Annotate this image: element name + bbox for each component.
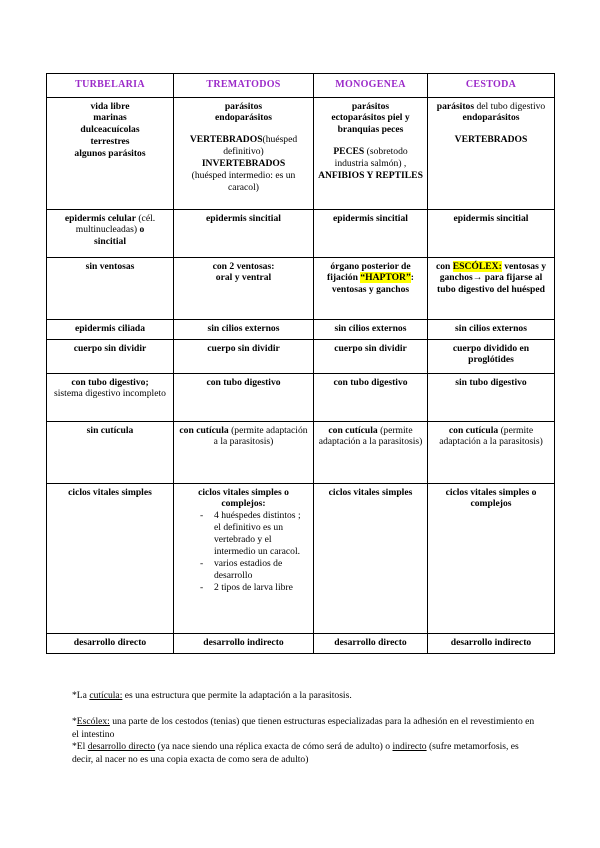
cell-cestoda-habitat: parásitos del tubo digestivo endoparásitos VERTEBRADOS xyxy=(428,97,555,209)
comparison-table xyxy=(46,73,555,654)
cell-monogenea-cilia: sin cilios externos xyxy=(314,319,428,339)
cell-trematodos-epidermis: epidermis sincitial xyxy=(174,209,314,257)
cell-cestoda-cilia: sin cilios externos xyxy=(428,319,555,339)
table-row xyxy=(47,633,555,653)
cell-monogenea-cycle: ciclos vitales simples xyxy=(314,483,428,633)
cell-trematodos-digestive: con tubo digestivo xyxy=(174,373,314,421)
cell-monogenea-body: cuerpo sin dividir xyxy=(314,339,428,373)
cell-turbelaria-cuticle: sin cutícula xyxy=(47,421,174,483)
cell-turbelaria-body: cuerpo sin dividir xyxy=(47,339,174,373)
note-escolex: *Escólex: una parte de los cestodos (tenias) que tienen estructuras especializadas para la adhesión en el revestimiento en el intestino xyxy=(72,716,535,740)
cycle-list xyxy=(178,510,309,594)
cell-turbelaria-digestive: con tubo digestivo; sistema digestivo incompleto xyxy=(47,373,174,421)
cell-cestoda-cuticle: con cutícula (permite adaptación a la parasitosis) xyxy=(428,421,555,483)
cell-cestoda-epidermis: epidermis sincitial xyxy=(428,209,555,257)
cell-trematodos-fixation: con 2 ventosas: oral y ventral xyxy=(174,257,314,319)
table-row xyxy=(47,257,555,319)
escolex-highlight: ESCÓLEX: xyxy=(452,260,502,272)
header-monogenea: MONOGENEA xyxy=(314,74,428,98)
cell-turbelaria-development: desarrollo directo xyxy=(47,633,174,653)
list-item: - varios estadios de desarrollo xyxy=(200,558,309,582)
note-cuticula: *La cutícula: es una estructura que permite la adaptación a la parasitosis. xyxy=(72,690,352,701)
cell-monogenea-development: desarrollo directo xyxy=(314,633,428,653)
header-cestoda: CESTODA xyxy=(428,74,555,98)
footnotes xyxy=(72,690,542,766)
note-desarrollo: *El desarrollo directo (ya nace siendo una réplica exacta de cómo será de adulto) o indirecto (sufre metamorfosis, es decir, al nacer no es una copia exacta de como sera de adulto) xyxy=(72,741,519,765)
cell-cestoda-digestive: sin tubo digestivo xyxy=(428,373,555,421)
cell-turbelaria-habitat: vida libre marinas dulceacuícolas terrestres algunos parásitos xyxy=(47,97,174,209)
cell-cestoda-body: cuerpo dividido en proglótides xyxy=(428,339,555,373)
cell-cestoda-cycle: ciclos vitales simples o complejos xyxy=(428,483,555,633)
cell-monogenea-cuticle: con cutícula (permite adaptación a la parasitosis) xyxy=(314,421,428,483)
header-trematodos: TREMATODOS xyxy=(174,74,314,98)
table-row xyxy=(47,319,555,339)
cell-cestoda-fixation: con ESCÓLEX: ventosas y ganchos→ para fijarse al tubo digestivo del huésped xyxy=(428,257,555,319)
list-item: - 4 huéspedes distintos ; el definitivo es un vertebrado y el intermedio un caracol. xyxy=(200,510,309,558)
haptor-highlight: “HAPTOR” xyxy=(360,272,411,284)
header-turbelaria: TURBELARIA xyxy=(47,74,174,98)
cell-monogenea-fixation: órgano posterior de fijación “HAPTOR”: ventosas y ganchos xyxy=(314,257,428,319)
cell-trematodos-cilia: sin cilios externos xyxy=(174,319,314,339)
cell-monogenea-digestive: con tubo digestivo xyxy=(314,373,428,421)
cell-cestoda-development: desarrollo indirecto xyxy=(428,633,555,653)
table-row xyxy=(47,421,555,483)
table-row xyxy=(47,483,555,633)
cell-turbelaria-cilia: epidermis ciliada xyxy=(47,319,174,339)
cell-trematodos-cuticle: con cutícula (permite adaptación a la parasitosis) xyxy=(174,421,314,483)
header-row xyxy=(47,74,555,98)
cell-monogenea-habitat: parásitos ectoparásitos piel y branquias peces PECES (sobretodo industria salmón) , ANFIBIOS Y REPTILES xyxy=(314,97,428,209)
cell-trematodos-cycle: ciclos vitales simples o complejos: - 4 huéspedes distintos ; el definitivo es un vertebrado y el intermedio un caracol. - varios estadios de desarrollo - 2 tipos de larva libre xyxy=(174,483,314,633)
table-row xyxy=(47,97,555,209)
table-row xyxy=(47,373,555,421)
cell-turbelaria-epidermis: epidermis celular (cél. multinucleadas) o sincitial xyxy=(47,209,174,257)
table-row xyxy=(47,339,555,373)
cell-turbelaria-fixation: sin ventosas xyxy=(47,257,174,319)
cell-monogenea-epidermis: epidermis sincitial xyxy=(314,209,428,257)
cell-trematodos-habitat: parásitos endoparásitos VERTEBRADOS(huésped definitivo) INVERTEBRADOS (huésped intermedio: es un caracol) xyxy=(174,97,314,209)
cell-trematodos-development: desarrollo indirecto xyxy=(174,633,314,653)
cell-turbelaria-cycle: ciclos vitales simples xyxy=(47,483,174,633)
table-row xyxy=(47,209,555,257)
cell-trematodos-body: cuerpo sin dividir xyxy=(174,339,314,373)
list-item: - 2 tipos de larva libre xyxy=(200,582,309,594)
